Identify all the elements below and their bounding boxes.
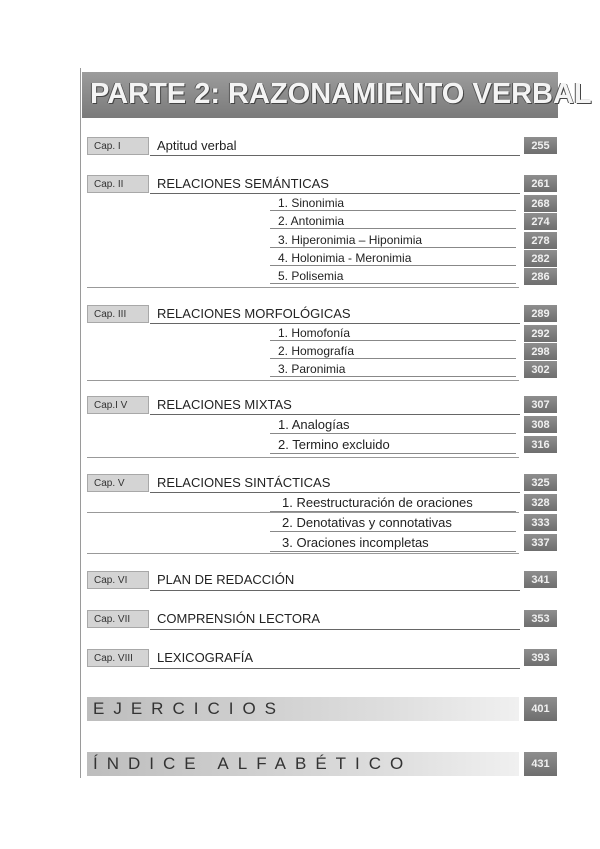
section-indice-alfabetico[interactable]: ÍNDICE ALFABÉTICO bbox=[87, 752, 519, 776]
subsection-item[interactable]: 3. Paronimia bbox=[270, 361, 516, 377]
divider bbox=[87, 553, 519, 554]
subsection-page: 316 bbox=[524, 436, 557, 453]
subsection-item[interactable]: 1. Analogías bbox=[270, 416, 516, 434]
chapter-label: Cap. VIII bbox=[87, 649, 149, 667]
chapter-title[interactable]: RELACIONES MIXTAS bbox=[157, 397, 292, 412]
chapter-title[interactable]: PLAN DE REDACCIÓN bbox=[157, 572, 295, 587]
subsection-page: 302 bbox=[524, 361, 557, 378]
subsection-item[interactable]: 2. Homografía bbox=[270, 343, 516, 359]
divider bbox=[87, 457, 519, 458]
section-ejercicios[interactable]: EJERCICIOS bbox=[87, 697, 519, 721]
chapter-page: 261 bbox=[524, 175, 557, 192]
subsection-page: 333 bbox=[524, 514, 557, 531]
subsection-page: 298 bbox=[524, 343, 557, 360]
subsection-item[interactable]: 1. Reestructuración de oraciones bbox=[270, 494, 516, 512]
divider bbox=[150, 629, 520, 630]
chapter-title[interactable]: Aptitud verbal bbox=[157, 138, 237, 153]
divider bbox=[150, 193, 520, 194]
part-title: PARTE 2: RAZONAMIENTO VERBAL bbox=[90, 78, 592, 110]
subsection-item[interactable]: 2. Denotativas y connotativas bbox=[270, 514, 516, 532]
subsection-page: 292 bbox=[524, 325, 557, 342]
subsection-item[interactable]: 5. Polisemia bbox=[270, 268, 516, 284]
chapter-page: 393 bbox=[524, 649, 557, 666]
subsection-item[interactable]: 1. Sinonimia bbox=[270, 195, 516, 211]
chapter-page: 307 bbox=[524, 396, 557, 413]
chapter-title[interactable]: RELACIONES MORFOLÓGICAS bbox=[157, 306, 351, 321]
divider bbox=[87, 512, 519, 513]
chapter-page: 289 bbox=[524, 305, 557, 322]
section-page: 401 bbox=[524, 697, 557, 721]
chapter-title[interactable]: LEXICOGRAFÍA bbox=[157, 650, 254, 665]
subsection-item[interactable]: 1. Homofonía bbox=[270, 325, 516, 341]
divider bbox=[87, 287, 519, 288]
chapter-page: 255 bbox=[524, 137, 557, 154]
subsection-page: 308 bbox=[524, 416, 557, 433]
chapter-label: Cap. VI bbox=[87, 571, 149, 589]
subsection-page: 286 bbox=[524, 268, 557, 285]
subsection-page: 282 bbox=[524, 250, 557, 267]
divider bbox=[150, 414, 520, 415]
subsection-item[interactable]: 2. Antonimia bbox=[270, 213, 516, 229]
chapter-label: Cap.I V bbox=[87, 396, 149, 414]
chapter-label: Cap. VII bbox=[87, 610, 149, 628]
divider bbox=[87, 380, 519, 381]
chapter-title[interactable]: RELACIONES SEMÁNTICAS bbox=[157, 176, 329, 191]
chapter-label: Cap. V bbox=[87, 474, 149, 492]
divider bbox=[150, 590, 520, 591]
subsection-item[interactable]: 3. Oraciones incompletas bbox=[270, 534, 516, 552]
chapter-label: Cap. I bbox=[87, 137, 149, 155]
divider bbox=[150, 323, 520, 324]
chapter-label: Cap. II bbox=[87, 175, 149, 193]
subsection-page: 278 bbox=[524, 232, 557, 249]
divider bbox=[150, 155, 520, 156]
divider bbox=[150, 668, 520, 669]
subsection-item[interactable]: 2. Termino excluido bbox=[270, 436, 516, 454]
divider bbox=[150, 492, 520, 493]
subsection-page: 328 bbox=[524, 494, 557, 511]
section-page: 431 bbox=[524, 752, 557, 776]
chapter-page: 341 bbox=[524, 571, 557, 588]
chapter-title[interactable]: RELACIONES SINTÁCTICAS bbox=[157, 475, 331, 490]
chapter-page: 353 bbox=[524, 610, 557, 627]
subsection-item[interactable]: 3. Hiperonimia – Hiponimia bbox=[270, 232, 516, 248]
subsection-item[interactable]: 4. Holonimia - Meronimia bbox=[270, 250, 516, 266]
chapter-page: 325 bbox=[524, 474, 557, 491]
chapter-label: Cap. III bbox=[87, 305, 149, 323]
part-banner bbox=[82, 72, 592, 118]
subsection-page: 274 bbox=[524, 213, 557, 230]
subsection-page: 268 bbox=[524, 195, 557, 212]
chapter-title[interactable]: COMPRENSIÓN LECTORA bbox=[157, 611, 321, 626]
subsection-page: 337 bbox=[524, 534, 557, 551]
